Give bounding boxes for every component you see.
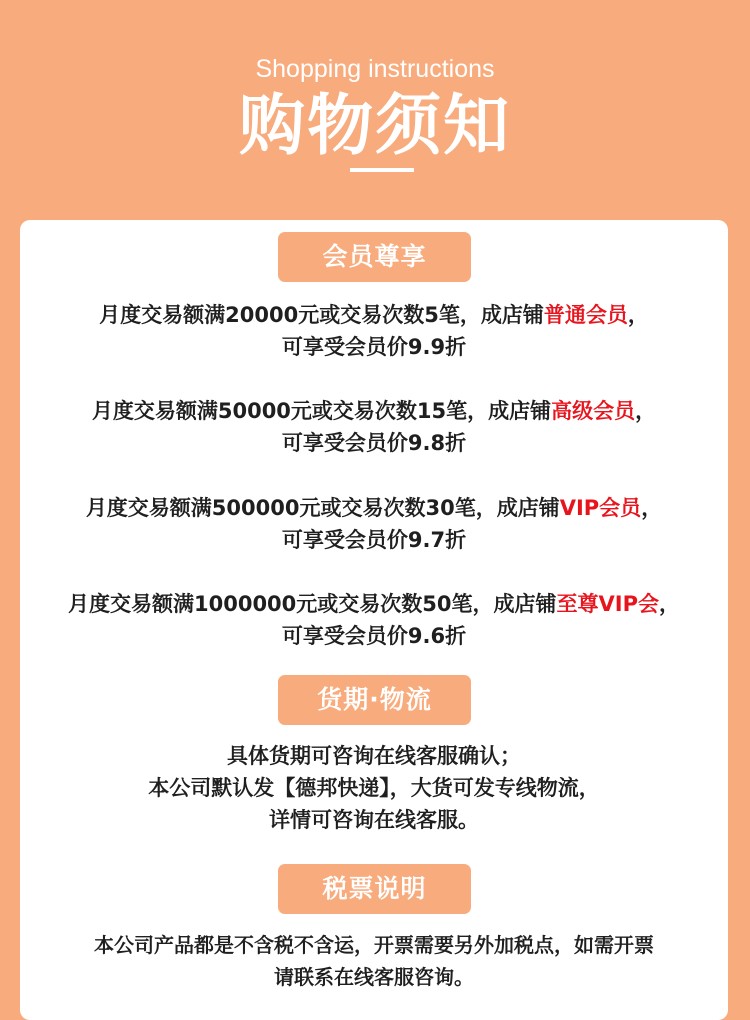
delivery-line-2: 本公司默认发【德邦快递】，大货可发专线物流， <box>148 776 600 800</box>
delivery-line-3: 详情可咨询在线客服。 <box>269 808 479 832</box>
tax-line-2: 请联系在线客服咨询。 <box>274 965 474 989</box>
tax-text <box>20 929 728 993</box>
tier-4-line-1 <box>20 588 728 620</box>
tier-4-discount: 可享受会员价9.6折 <box>281 624 467 648</box>
delivery-line-1: 具体货期可咨询在线客服确认； <box>227 744 521 768</box>
page-title: 购物须知 <box>239 87 511 164</box>
tier-1-punct: ， <box>627 303 649 327</box>
tier-1-line-1 <box>20 299 728 331</box>
section-title-delivery: 货期·物流 <box>278 675 471 725</box>
tier-3-discount: 可享受会员价9.7折 <box>281 528 467 552</box>
tier-1-level: 普通会员 <box>543 303 628 327</box>
tier-2-level: 高级会员 <box>551 399 636 423</box>
tier-1-discount: 可享受会员价9.9折 <box>281 335 467 359</box>
tier-2-punct: ， <box>635 399 657 423</box>
header-subtitle-en: Shopping instructions <box>255 55 495 83</box>
tier-4-level: 至尊VIP会 <box>556 592 659 616</box>
membership-tier-4 <box>20 588 728 652</box>
tier-4-condition: 月度交易额满1000000元或交易次数50笔，成店铺 <box>68 592 557 616</box>
tier-1-condition: 月度交易额满20000元或交易次数5笔，成店铺 <box>99 303 544 327</box>
section-title-membership: 会员尊享 <box>278 232 471 282</box>
membership-tier-2 <box>20 395 728 459</box>
tier-3-punct: ， <box>641 496 663 520</box>
tier-2-condition: 月度交易额满50000元或交易次数15笔，成店铺 <box>91 399 552 423</box>
tier-3-condition: 月度交易额满500000元或交易次数30笔，成店铺 <box>85 496 560 520</box>
membership-tier-1 <box>20 299 728 363</box>
title-underline <box>350 168 414 172</box>
section-title-tax: 税票说明 <box>278 864 471 914</box>
delivery-text <box>20 740 728 836</box>
tier-4-punct: ， <box>658 592 680 616</box>
membership-tier-3 <box>20 492 728 556</box>
tax-line-1: 本公司产品都是不含税不含运，开票需要另外加税点，如需开票 <box>94 933 654 957</box>
tier-3-line-1 <box>20 492 728 524</box>
info-card <box>20 220 728 1020</box>
tier-2-line-1 <box>20 395 728 427</box>
tier-3-level: VIP会员 <box>559 496 642 520</box>
tier-2-discount: 可享受会员价9.8折 <box>281 431 467 455</box>
